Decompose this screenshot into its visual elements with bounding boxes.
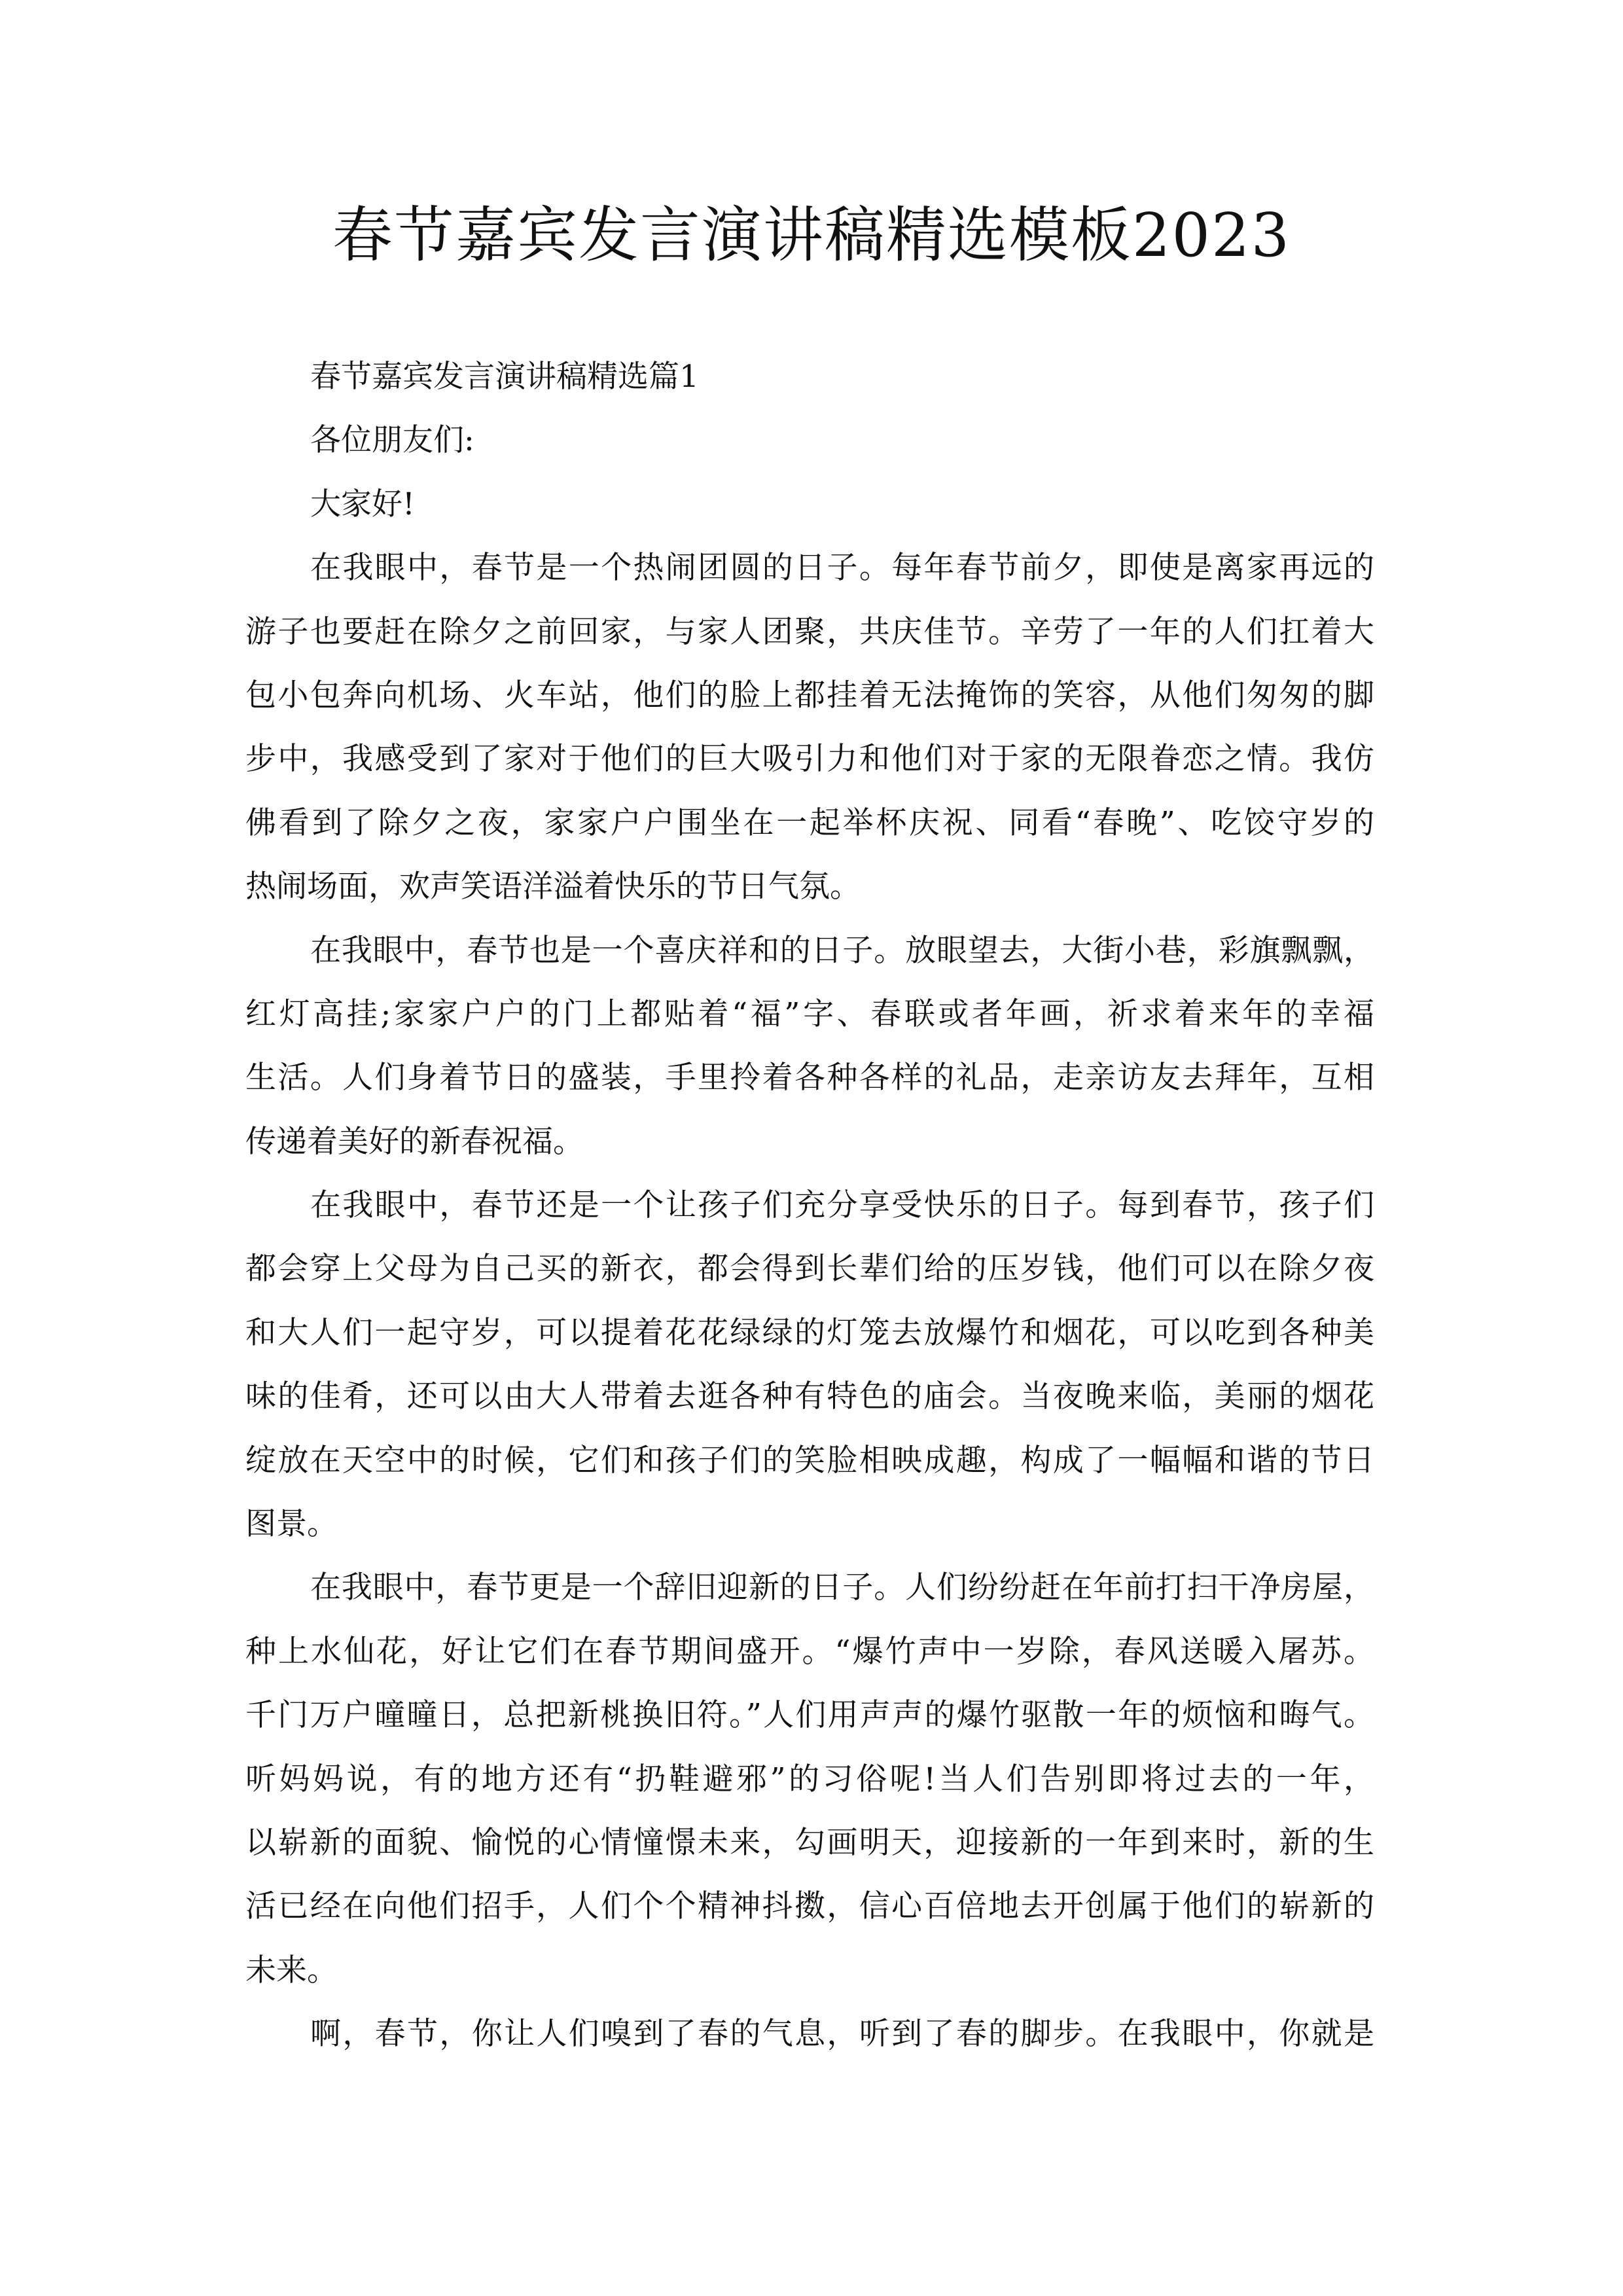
text-line: 传递着美好的新春祝福。 [245, 1123, 584, 1160]
text-line: 包小包奔向机场、火车站，他们的脸上都挂着无法掩饰的笑容，从他们匆匆的脚 [245, 677, 1374, 713]
text-line: 红灯高挂;家家户户的门上都贴着“福”字、春联或者年画，祈求着来年的幸福 [245, 996, 1374, 1032]
text-line: 生活。人们身着节日的盛装，手里拎着各种各样的礼品，走亲访友去拜年，互相 [245, 1060, 1374, 1096]
text-line: 活已经在向他们招手，人们个个精神抖擞，信心百倍地去开创属于他们的崭新的 [245, 1888, 1374, 1925]
text-line: 图景。 [245, 1506, 338, 1543]
paragraph [245, 473, 1374, 536]
text-line: 春节嘉宾发言演讲稿精选篇1 [310, 359, 699, 395]
text-line: 千门万户曈曈日，总把新桃换旧符。”人们用声声的爆竹驱散一年的烦恼和晦气。 [245, 1697, 1374, 1734]
text-line: 在我眼中，春节也是一个喜庆祥和的日子。放眼望去，大街小巷，彩旗飘飘， [310, 932, 1374, 969]
document-title: 春节嘉宾发言演讲稿精选模板2023 [332, 200, 1291, 270]
paragraph [245, 536, 1374, 918]
text-line: 佛看到了除夕之夜，家家户户围坐在一起举杯庆祝、同看“春晚”、吃饺守岁的 [245, 804, 1374, 841]
text-line: 啊，春节，你让人们嗅到了春的气息，听到了春的脚步。在我眼中，你就是 [310, 2016, 1374, 2053]
text-line: 听妈妈说，有的地方还有“扔鞋避邪”的习俗呢!当人们告别即将过去的一年， [245, 1761, 1374, 1797]
document-body [245, 345, 1374, 2066]
text-line: 在我眼中，春节是一个热闹团圆的日子。每年春节前夕，即使是离家再远的 [310, 550, 1374, 586]
paragraph [245, 2002, 1374, 2066]
text-line: 绽放在天空中的时候，它们和孩子们的笑脸相映成趣，构成了一幅幅和谐的节日 [245, 1442, 1374, 1479]
text-line: 未来。 [245, 1952, 338, 1988]
text-line: 游子也要赶在除夕之前回家，与家人团聚，共庆佳节。辛劳了一年的人们扛着大 [245, 613, 1374, 650]
text-line: 种上水仙花，好让它们在春节期间盛开。“爆竹声中一岁除，春风送暖入屠苏。 [245, 1633, 1374, 1670]
paragraph [245, 1174, 1374, 1556]
text-line: 各位朋友们: [310, 422, 474, 459]
text-line: 热闹场面，欢声笑语洋溢着快乐的节日气氛。 [245, 869, 861, 905]
paragraph [245, 345, 1374, 408]
text-line: 步中，我感受到了家对于他们的巨大吸引力和他们对于家的无限眷恋之情。我仿 [245, 741, 1374, 778]
paragraph [245, 919, 1374, 1174]
paragraph [245, 1556, 1374, 2002]
text-line: 以崭新的面貌、愉悦的心情憧憬未来，勾画明天，迎接新的一年到来时，新的生 [245, 1824, 1374, 1861]
text-line: 味的佳肴，还可以由大人带着去逛各种有特色的庙会。当夜晚来临，美丽的烟花 [245, 1378, 1374, 1415]
text-line: 大家好! [310, 486, 415, 522]
text-line: 都会穿上父母为自己买的新衣，都会得到长辈们给的压岁钱，他们可以在除夕夜 [245, 1251, 1374, 1287]
text-line: 在我眼中，春节还是一个让孩子们充分享受快乐的日子。每到春节，孩子们 [310, 1187, 1374, 1224]
text-line: 在我眼中，春节更是一个辞旧迎新的日子。人们纷纷赶在年前打扫干净房屋， [310, 1570, 1374, 1606]
text-line: 和大人们一起守岁，可以提着花花绿绿的灯笼去放爆竹和烟花，可以吃到各种美 [245, 1314, 1374, 1351]
paragraph [245, 408, 1374, 472]
